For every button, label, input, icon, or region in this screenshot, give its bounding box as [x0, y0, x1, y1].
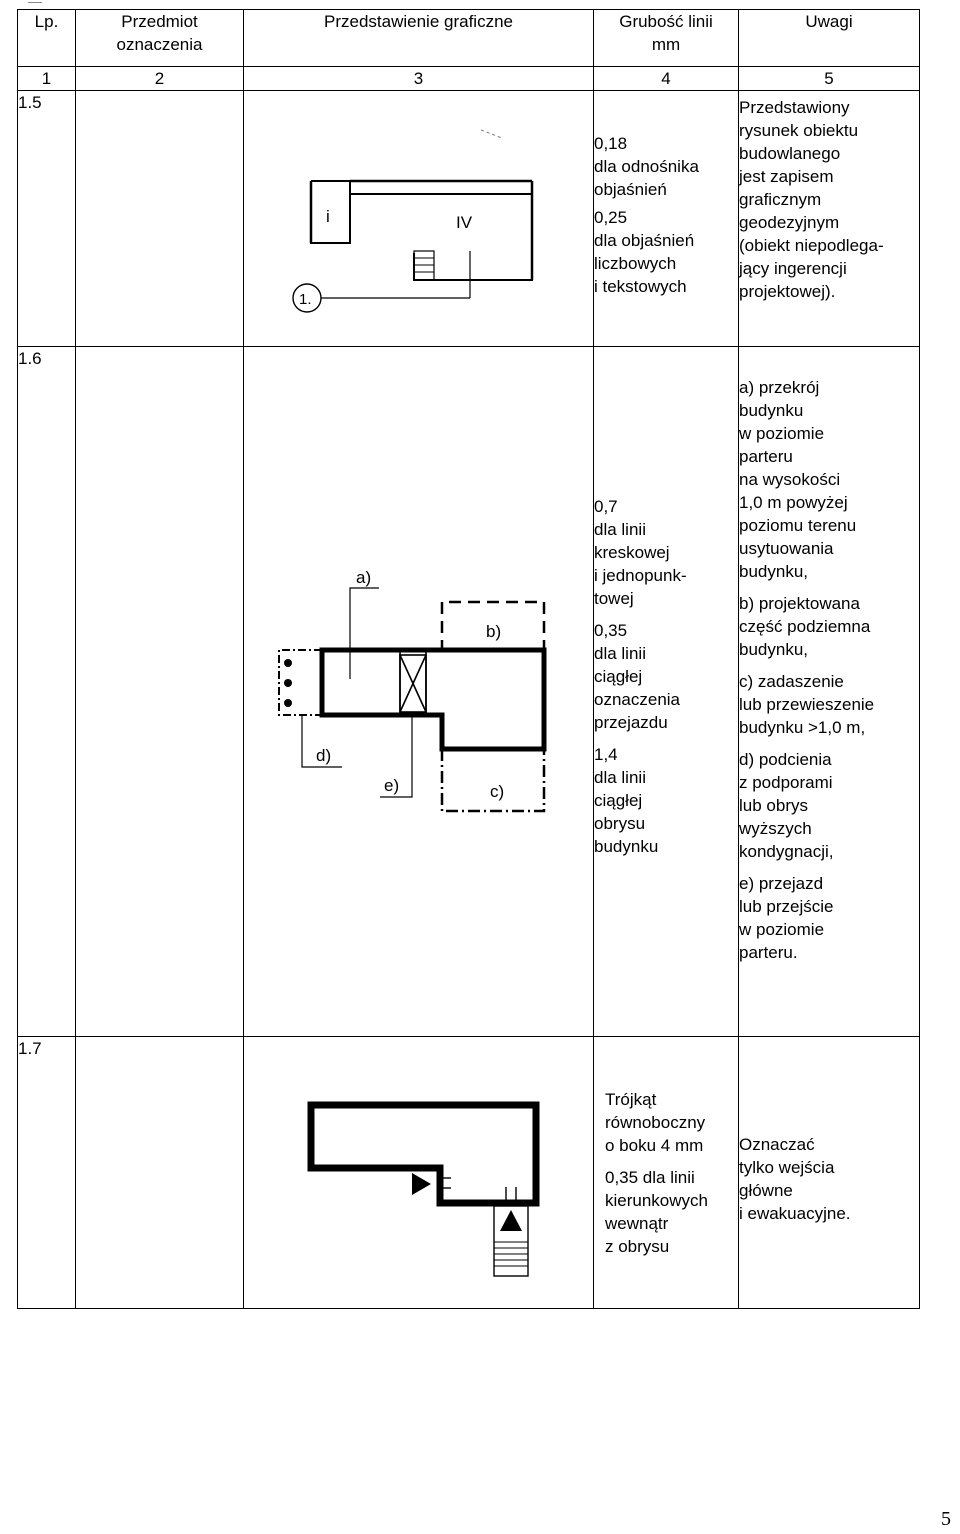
header-lp: Lp. — [18, 10, 76, 67]
row-lp: 1.7 — [18, 1037, 76, 1309]
column-number: 2 — [76, 67, 244, 91]
row-subject — [76, 347, 244, 1037]
row-graphic — [244, 347, 594, 1037]
scan-mark — [28, 2, 42, 3]
row-graphic — [244, 91, 594, 347]
table-row — [18, 347, 920, 1037]
building-outline-drawing — [244, 91, 594, 345]
symbol-specification-table — [17, 9, 920, 1309]
row-notes: Przedstawiony rysunek obiektu budowlanego jest zapisem graficznym geodezyjnym (obiekt niepodlega- jący ingerencji projektowej). — [739, 91, 920, 347]
label-i: i — [326, 207, 330, 226]
building-section-drawing — [244, 347, 594, 1035]
label-e: e) — [384, 776, 400, 795]
row-thickness: Trójkąt równoboczny o boku 4 mm 0,35 dla linii kierunkowych wewnątr z obrysu — [594, 1037, 739, 1309]
label-d: d) — [316, 746, 332, 765]
row-graphic — [244, 1037, 594, 1309]
column-number: 1 — [18, 67, 76, 91]
header-graphic: Przedstawienie graficzne — [244, 10, 594, 67]
header-row — [18, 10, 920, 67]
row-lp: 1.6 — [18, 347, 76, 1037]
row-subject — [76, 1037, 244, 1309]
row-thickness: 0,18 dla odnośnika objaśnień 0,25 dla objaśnień liczbowych i tekstowych — [594, 91, 739, 347]
entrance-arrow-icon — [500, 1210, 522, 1231]
row-notes: Oznaczać tylko wejścia główne i ewakuacyjne. — [739, 1037, 920, 1309]
header-thickness: Grubość linii mm — [594, 10, 739, 67]
label-c: c) — [490, 782, 505, 801]
column-number-row — [18, 67, 920, 91]
label-iv: IV — [456, 213, 473, 232]
column-number: 4 — [594, 67, 739, 91]
building-entrance-drawing — [244, 1037, 594, 1307]
row-notes: a) przekrój budynku w poziomie parteru na wysokości 1,0 m powyżej poziomu terenu usytuowania budynku, b) projektowana część podziemna budynku, c) zadaszenie lub przewieszenie budynku >1,0 m, d) podcienia z podporami lub obrys wyższych kondygnacji, e) przejazd lub przejście w poziomie parteru. — [739, 347, 920, 1037]
table-row — [18, 91, 920, 347]
row-lp: 1.5 — [18, 91, 76, 347]
header-notes: Uwagi — [739, 10, 920, 67]
column-number: 3 — [244, 67, 594, 91]
row-thickness: 0,7 dla linii kreskowej i jednopunk- towej 0,35 dla linii ciągłej oznaczenia przejazdu 1,4 dla linii ciągłej obrysu budynku — [594, 347, 739, 1037]
page-number: 5 — [941, 1508, 951, 1530]
label-a: a) — [356, 568, 372, 587]
label-circle: 1. — [299, 291, 312, 308]
entrance-arrow-icon — [412, 1173, 431, 1195]
table-row — [18, 1037, 920, 1309]
header-subject: Przedmiot oznaczenia — [76, 10, 244, 67]
label-b: b) — [486, 622, 502, 641]
row-subject — [76, 91, 244, 347]
column-number: 5 — [739, 67, 920, 91]
